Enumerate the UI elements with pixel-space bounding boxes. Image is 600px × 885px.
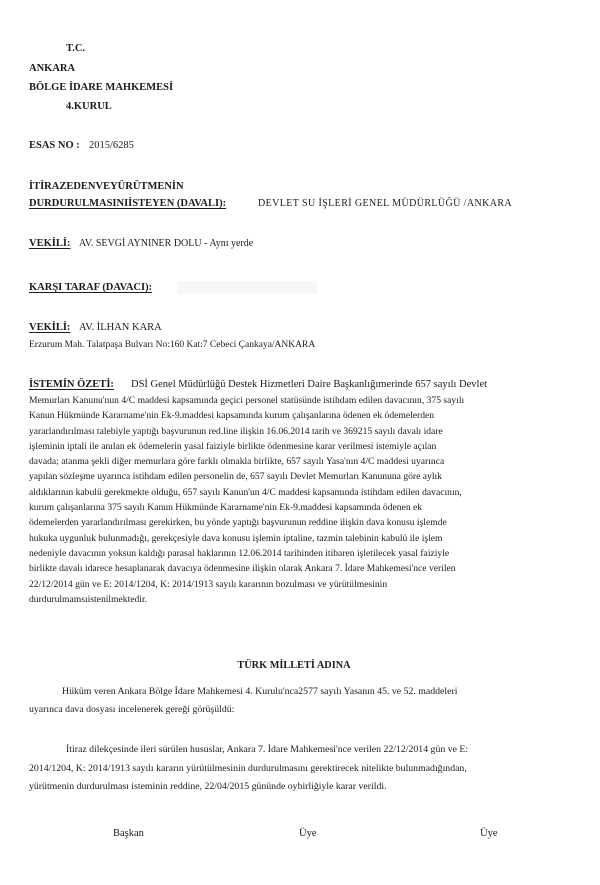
summary-line: aldıklarının kabulü gerekmekte olduğu, 657 sayılı Kanun'un 4/C maddesi kapsamında istihdam edilen davacının, bbox=[29, 486, 462, 498]
summary-paragraph bbox=[29, 393, 585, 607]
summary-line: Kanun Hükmünde Kararname'nin Ek-9.maddesi kapsamında kurum çalışanlarına ödenen ek ödemelerden bbox=[29, 410, 435, 422]
summary-line: hukuka uygunluk bulunmadığı, gerekçesiyle dava konusu işlemin iptaline, tazmin talebinin kabulü ile işlem bbox=[29, 532, 443, 544]
summary-line: yararlandırılması talebiyle yaptığı başvurunun red.line ilişkin 16.06.2014 tarih ve 369215 sayılı davalı idare bbox=[29, 425, 443, 437]
summary-line: Memurları Kanunu'nun 4/C maddesi kapsamında geçici personel statüsünde istihdam edilen davacının, 375 sayılı bbox=[29, 395, 465, 406]
signature-member-2: Üye bbox=[480, 828, 498, 839]
summary-line: durdurulmamsıistenilmektedir. bbox=[29, 593, 148, 605]
summary-label: İSTEMİN ÖZETİ: bbox=[29, 379, 114, 390]
appellant-counsel-label: VEKİLİ: bbox=[29, 238, 71, 249]
esas-value: 2015/6285 bbox=[89, 140, 134, 151]
decision-line: 2014/1204, K: 2014/1913 sayılı kararın yürütülmesinin durdurulmasını gerektirecek nitelikte bulunmadığından, bbox=[29, 762, 467, 774]
opponent-counsel-address: Erzurum Mah. Talatpaşa Bulvarı No:160 Kat:7 Cebeci Çankaya/ANKARA bbox=[29, 340, 316, 350]
decision-line: yürütmenin durdurulması isteminin reddine, 22/04/2015 gününde oybirliğiyle karar verildi. bbox=[29, 781, 387, 792]
appellant-label-line1: İTİRAZEDENVEYÜRÜTMENİN bbox=[29, 181, 184, 192]
header-court: BÖLGE İDARE MAHKEMESİ bbox=[29, 82, 174, 93]
signature-president: Başkan bbox=[113, 828, 144, 839]
summary-line: davada; atanma şekli diğer memurlara göre farklı olmakla birlikte, 657 sayılı Yasa'nın 4/C maddesi uyarınca bbox=[29, 456, 445, 468]
signature-member-1: Üye bbox=[299, 828, 317, 839]
decision-intro-line: uyarınca dava dosyası incelenerek gereği görüşüldü: bbox=[29, 704, 235, 715]
summary-first-line: DSİ Genel Müdürlüğü Destek Hizmetleri Daire Başkanlığımerinde 657 sayılı Devlet bbox=[131, 379, 488, 390]
header-division: 4.KURUL bbox=[66, 101, 112, 112]
decision-intro-line: Hüküm veren Ankara Bölge İdare Mahkemesi 4. Kurulu'nca2577 sayılı Yasanın 45. ve 52. maddeleri bbox=[62, 686, 458, 697]
summary-line: kurum çalışanlarına 375 sayılı Kanun Hükmünde Kararname'nin Ek-9.maddesi kapsamında ödenen ek bbox=[29, 502, 423, 514]
esas-label: ESAS NO : bbox=[29, 140, 80, 151]
redacted-name-area bbox=[177, 281, 317, 294]
summary-line: işleminin iptali ile anılan ek ödemelerin yasal faiziyle birlikte ödenmesine karar verilmesi istemiyle açılan bbox=[29, 440, 437, 452]
appellant-value: DEVLET SU İŞLERİ GENEL MÜDÜRLÜĞÜ /ANKARA bbox=[258, 198, 513, 209]
appellant-counsel-value: AV. SEVGİ AYNINER DOLU - Aynı yerde bbox=[79, 238, 254, 249]
opponent-label: KARŞI TARAF (DAVACI): bbox=[29, 282, 153, 293]
summary-line: ödemelerden yararlandırılması gerekirken, bu yönde yaptığı başvurunun reddine ilişkin dava konusu işlemde bbox=[29, 517, 447, 529]
summary-line: yapılan sözleşme uyarınca istihdam edilen personelin de, 657 sayılı Devlet Memurları Kanununa göre aylık bbox=[29, 471, 442, 483]
summary-line: birlikte davalı idarece hesaplanarak davacıya ödenmesine ilişkin olarak Ankara 7. İdare Mahkemesi'nce verilen bbox=[29, 563, 456, 575]
header-city: ANKARA bbox=[29, 63, 76, 74]
decision-intro-paragraph bbox=[29, 683, 585, 719]
summary-line: 22/12/2014 gün ve E: 2014/1204, K: 2014/1913 sayılı kararının bozulması ve yürütülmesinin bbox=[29, 578, 388, 590]
opponent-counsel-label: VEKİLİ: bbox=[29, 322, 71, 333]
appellant-label-line2: DURDURULMASINIİSTEYEN (DAVALI): bbox=[29, 198, 227, 209]
opponent-counsel-value: AV. İLHAN KARA bbox=[79, 322, 162, 333]
header-tc: T.C. bbox=[66, 43, 86, 54]
decision-paragraph bbox=[29, 741, 585, 797]
summary-line: nedeniyle davacının yoksun kaldığı parasal haklarının 12.06.2014 tarihinden itibaren işletilecek yasal faiziyle bbox=[29, 547, 450, 559]
decision-line: İtiraz dilekçesinde ileri sürülen hususlar, Ankara 7. İdare Mahkemesi'nce verilen 22/12/2014 gün ve E: bbox=[66, 744, 469, 755]
decision-heading: TÜRK MİLLETİ ADINA bbox=[237, 660, 351, 671]
